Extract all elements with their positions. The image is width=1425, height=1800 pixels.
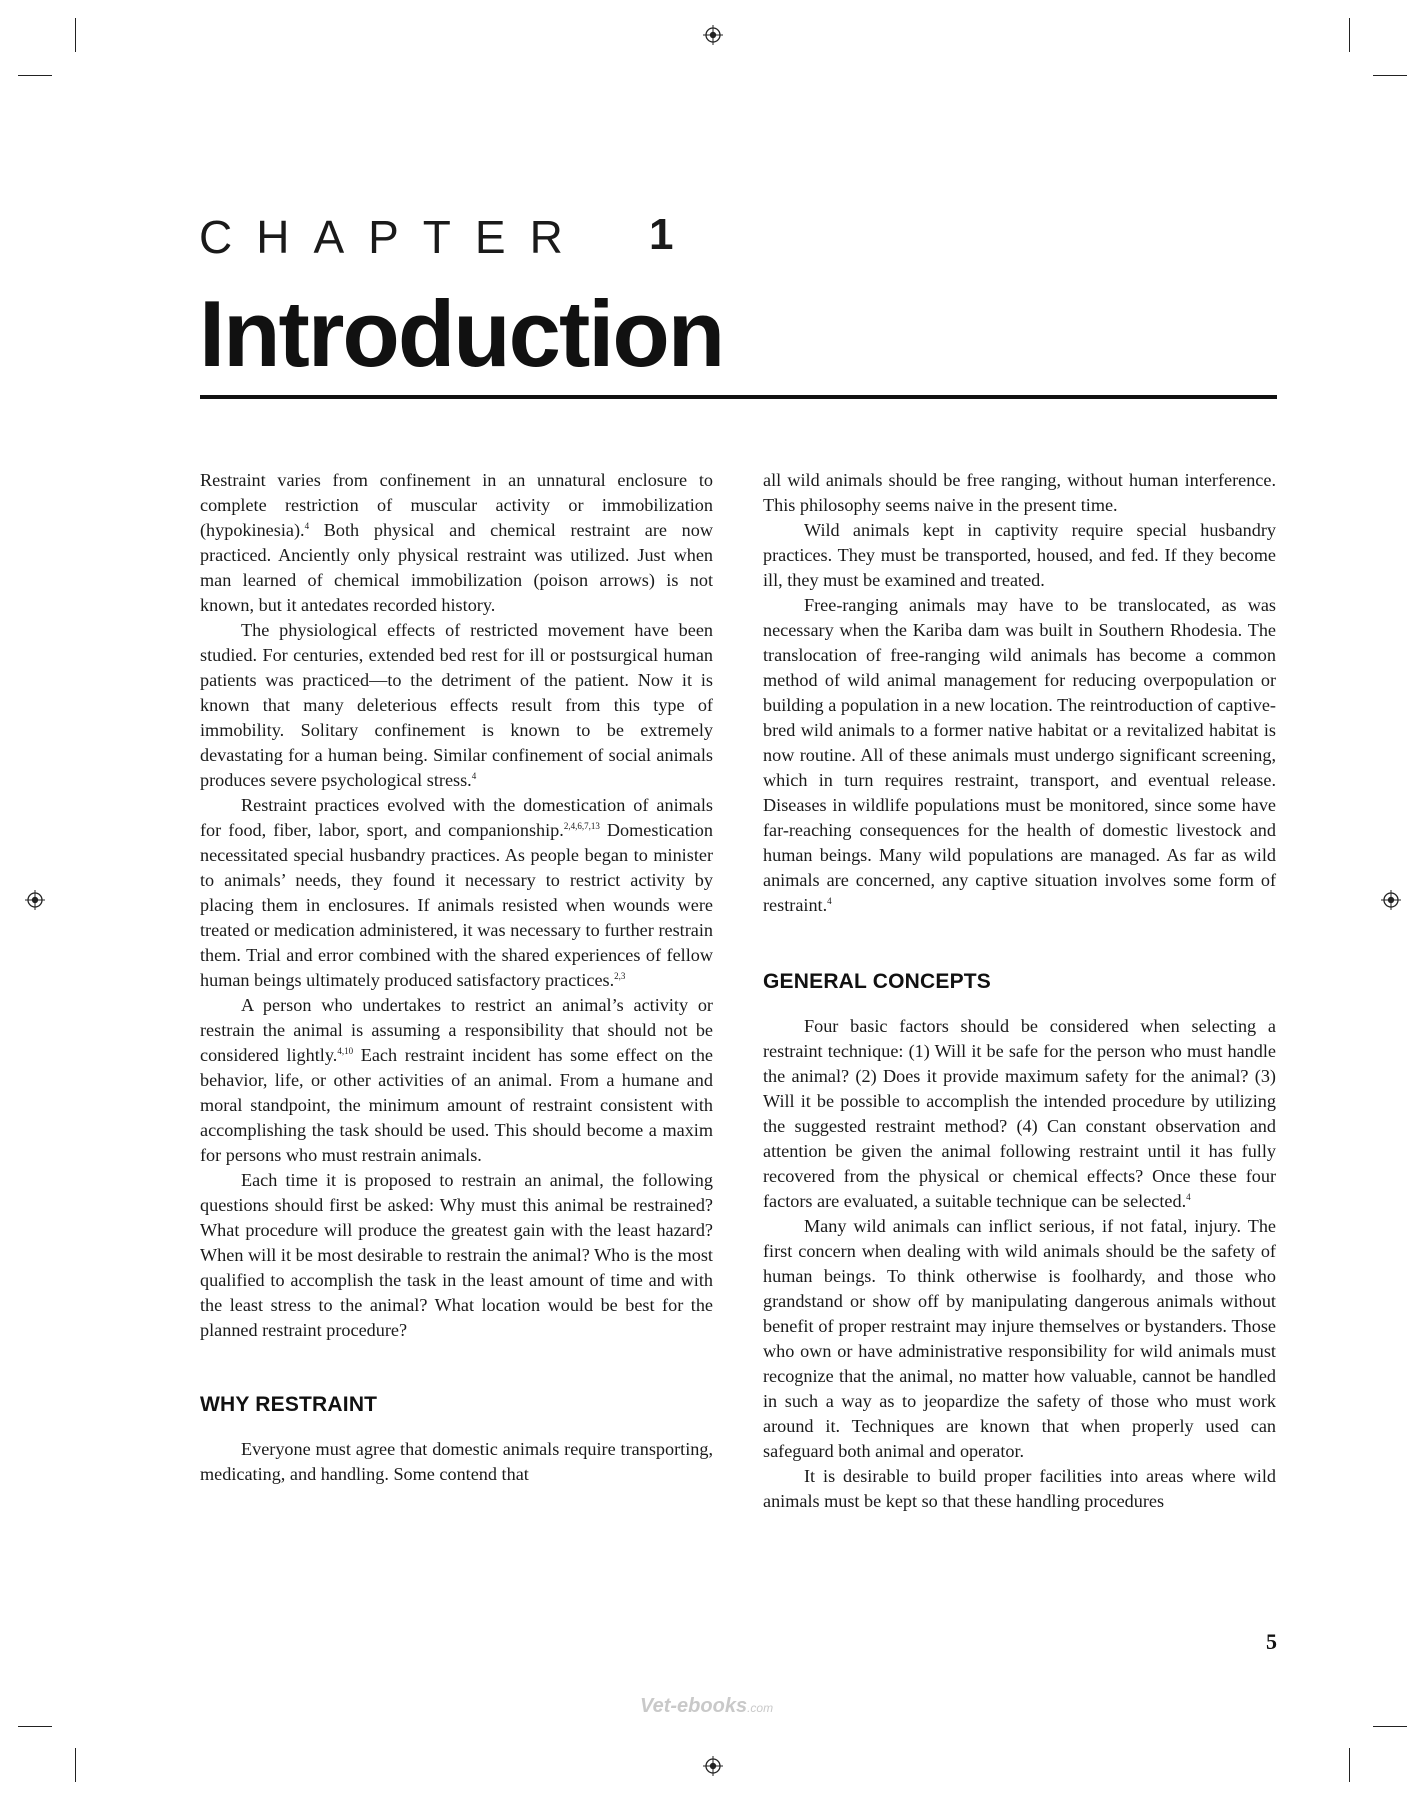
crop-mark [18, 75, 52, 76]
crop-mark [75, 18, 76, 52]
registration-mark-icon [703, 25, 723, 45]
crop-mark [75, 1748, 76, 1782]
paragraph: It is desirable to build proper facilities into areas where wild animals must be kept so that these handling procedures [763, 1466, 1276, 1511]
paragraph: Restraint varies from confinement in an unnatural enclosure to complete restriction of muscular activity or immobilization (hypokinesia).$^4$ Both physical and chemical restraint are now practiced. Anciently only physical restraint was utilized. Just when man learned of chemical immobilization (poison arrows) is not known, but it antedates recorded history. [200, 470, 713, 615]
crop-mark [1349, 1748, 1350, 1782]
paragraph: Free-ranging animals may have to be translocated, as was necessary when the Kariba dam was built in Southern Rhodesia. The translocation of free-ranging wild animals has become a common method of wild animal management for reducing overpopulation or building a population in a new location. The reintroduction of captive-bred wild animals to a former native habitat or a revitalized habitat is now routine. All of these animals must undergo significant screening, which in turn requires restraint, transport, and eventual release. Diseases in wildlife populations must be monitored, since some have far-reaching consequences for the health of domestic livestock and human beings. Many wild populations are managed. As far as wild animals are concerned, any captive situation involves some form of restraint.$^4$ [763, 595, 1276, 915]
crop-mark [1349, 18, 1350, 52]
citation: 4 [471, 771, 477, 781]
citation: 2,3 [614, 971, 626, 981]
citation: 4 [304, 521, 310, 531]
watermark-domain: .com [747, 1701, 774, 1715]
citation: 4,10 [337, 1046, 354, 1056]
citation: 4 [1186, 1192, 1191, 1202]
crop-mark [18, 1726, 52, 1727]
right-column [763, 468, 1276, 1514]
paragraph: Each time it is proposed to restrain an animal, the following questions should first be asked: Why must this animal be restrained? What procedure will produce the greatest gain with the least hazard? When will it be most desirable to restrain the animal? Who is the most qualified to accomplish the task in the least amount of time and with the least stress to the animal? What location would be best for the planned restraint procedure? [200, 1170, 713, 1340]
registration-mark-icon [1381, 890, 1401, 910]
paragraph: The physiological effects of restricted movement have been studied. For centuries, extended bed rest for ill or postsurgical human patients was practiced—to the detriment of the patient. Now it is known that many deleterious effects result from this type of immobility. Solitary confinement is known to be extremely devastating for a human being. Similar confinement of social animals produces severe psychological stress.$^4$ [200, 620, 713, 790]
title-rule [200, 395, 1277, 399]
left-column [200, 468, 713, 1487]
registration-mark-icon [25, 890, 45, 910]
chapter-label: CHAPTER [199, 211, 587, 263]
page-number: 5 [1266, 1629, 1277, 1654]
paragraph: Four basic factors should be considered when selecting a restraint technique: (1) Will it be safe for the person who must handle the animal? (2) Does it provide maximum safety for the animal? (3) Will it be possible to accomplish the intended procedure by utilizing the suggested restraint method? (4) Can constant observation and attention be given the animal following restraint until it has fully recovered from the physical or chemical effects? Once these four factors are evaluated, a suitable technique can be selected.$^4$ [763, 1016, 1276, 1211]
section-heading-why-restraint: WHY RESTRAINT [200, 1393, 378, 1416]
citation: 2,4,6,7,13 [563, 821, 600, 831]
paragraph: all wild animals should be free ranging, without human interference. This philosophy seems naive in the present time. [763, 470, 1276, 515]
paragraph: Everyone must agree that domestic animals require transporting, medicating, and handling. Some contend that [200, 1439, 713, 1484]
crop-mark [1373, 1726, 1407, 1727]
paragraph: Wild animals kept in captivity require special husbandry practices. They must be transported, housed, and fed. If they become ill, they must be examined and treated. [763, 520, 1276, 590]
paragraph: Many wild animals can inflict serious, if not fatal, injury. The first concern when dealing with wild animals should be the safety of human beings. To think otherwise is foolhardy, and those who grandstand or show off by manipulating dangerous animals without benefit of proper restraint may injure themselves or bystanders. Those who own or have administrative responsibility for wild animals must recognize that the animal, no matter how valuable, cannot be handled in such a way as to jeopardize the safety of those who must work around it. Techniques are known that when properly used can safeguard both animal and operator. [763, 1216, 1276, 1461]
section-heading-general-concepts: GENERAL CONCEPTS [763, 970, 992, 993]
chapter-title: Introduction [199, 281, 724, 386]
registration-mark-icon [703, 1756, 723, 1776]
crop-mark [1373, 75, 1407, 76]
watermark-brand: Vet-ebooks [640, 1695, 748, 1717]
watermark-logo [640, 1695, 773, 1718]
paragraph: Restraint practices evolved with the domestication of animals for food, fiber, labor, sport, and companionship.$^{2,4,6,7,13}$ Domestication necessitated special husbandry practices. As people began to minister to animals’ needs, they found it necessary to restrict activity by placing them in enclosures. If animals resisted when wounds were treated or medication administered, it was necessary to further restrain them. Trial and error combined with the shared experiences of fellow human beings ultimately produced satisfactory practices.$^{2,3}$ [200, 795, 713, 990]
citation: 4 [827, 896, 832, 906]
paragraph: A person who undertakes to restrict an animal’s activity or restrain the animal is assuming a responsibility that should not be considered lightly.$^{4,10}$ Each restraint incident has some effect on the behavior, life, or other activities of an animal. From a humane and moral standpoint, the minimum amount of restraint consistent with accomplishing the task should be used. This should become a maxim for persons who must restrain animals. [200, 995, 714, 1165]
chapter-number: 1 [649, 210, 674, 259]
